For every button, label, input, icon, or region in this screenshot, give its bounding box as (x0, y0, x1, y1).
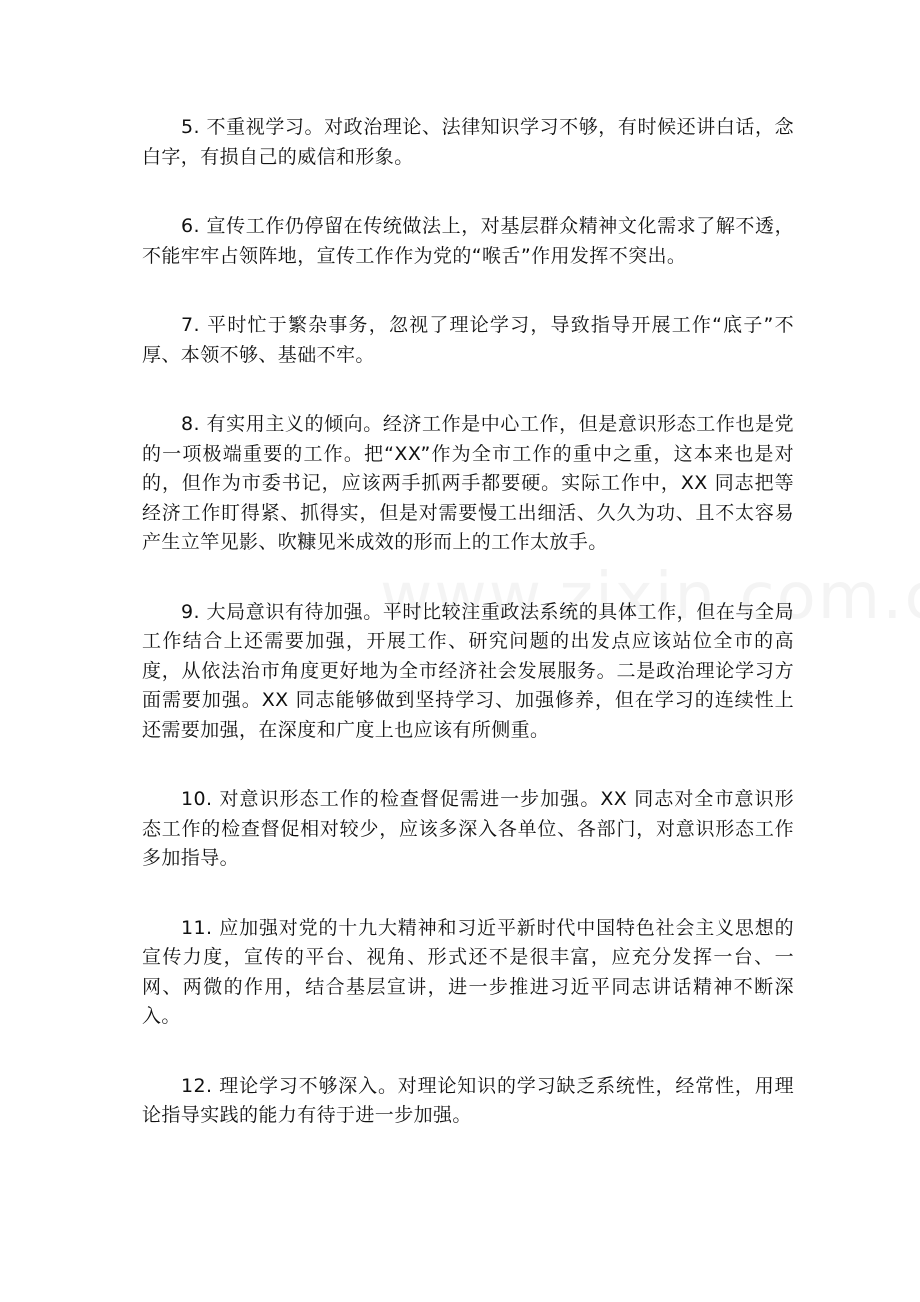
paragraph-8: 8. 有实用主义的倾向。经济工作是中心工作，但是意识形态工作也是党的一项极端重要的工作。把“XX”作为全市工作的重中之重，这本来也是对的，但作为市委书记，应该两手抓两手都要硬。实际工作中，XX 同志把等经济工作盯得紧、抓得实，但是对需要慢工出细活、久久为功、且不太容易产生立竿见影、吹糠见米成效的形而上的工作太放手。 (142, 413, 794, 553)
paragraph-10: 10. 对意识形态工作的检查督促需进一步加强。XX 同志对全市意识形态工作的检查督促相对较少，应该多深入各单位、各部门，对意识形态工作多加指导。 (142, 788, 794, 869)
paragraph-7: 7. 平时忙于繁杂事务，忽视了理论学习，导致指导开展工作“底子”不厚、本领不够、基础不牢。 (142, 314, 794, 366)
paragraph-11: 11. 应加强对党的十九大精神和习近平新时代中国特色社会主义思想的宣传力度，宣传的平台、视角、形式还不是很丰富，应充分发挥一台、一网、两微的作用，结合基层宣讲，进一步推进习近平同志讲话精神不断深入。 (142, 916, 794, 1027)
document-body (142, 113, 794, 1171)
paragraph-9: 9. 大局意识有待加强。平时比较注重政法系统的具体工作，但在与全局工作结合上还需要加强，开展工作、研究问题的出发点应该站位全市的高度，从依法治市角度更好地为全市经济社会发展服务。二是政治理论学习方面需要加强。XX 同志能够做到坚持学习、加强修养，但在学习的连续性上还需要加强，在深度和广度上也应该有所侧重。 (142, 600, 794, 741)
paragraph-5: 5. 不重视学习。对政治理论、法律知识学习不够，有时候还讲白话，念白字，有损自己的威信和形象。 (142, 116, 794, 168)
paragraph-12: 12. 理论学习不够深入。对理论知识的学习缺乏系统性，经常性，用理论指导实践的能力有待于进一步加强。 (142, 1074, 794, 1126)
paragraph-6: 6. 宣传工作仍停留在传统做法上，对基层群众精神文化需求了解不透，不能牢牢占领阵地，宣传工作作为党的“喉舌”作用发挥不突出。 (142, 215, 794, 267)
